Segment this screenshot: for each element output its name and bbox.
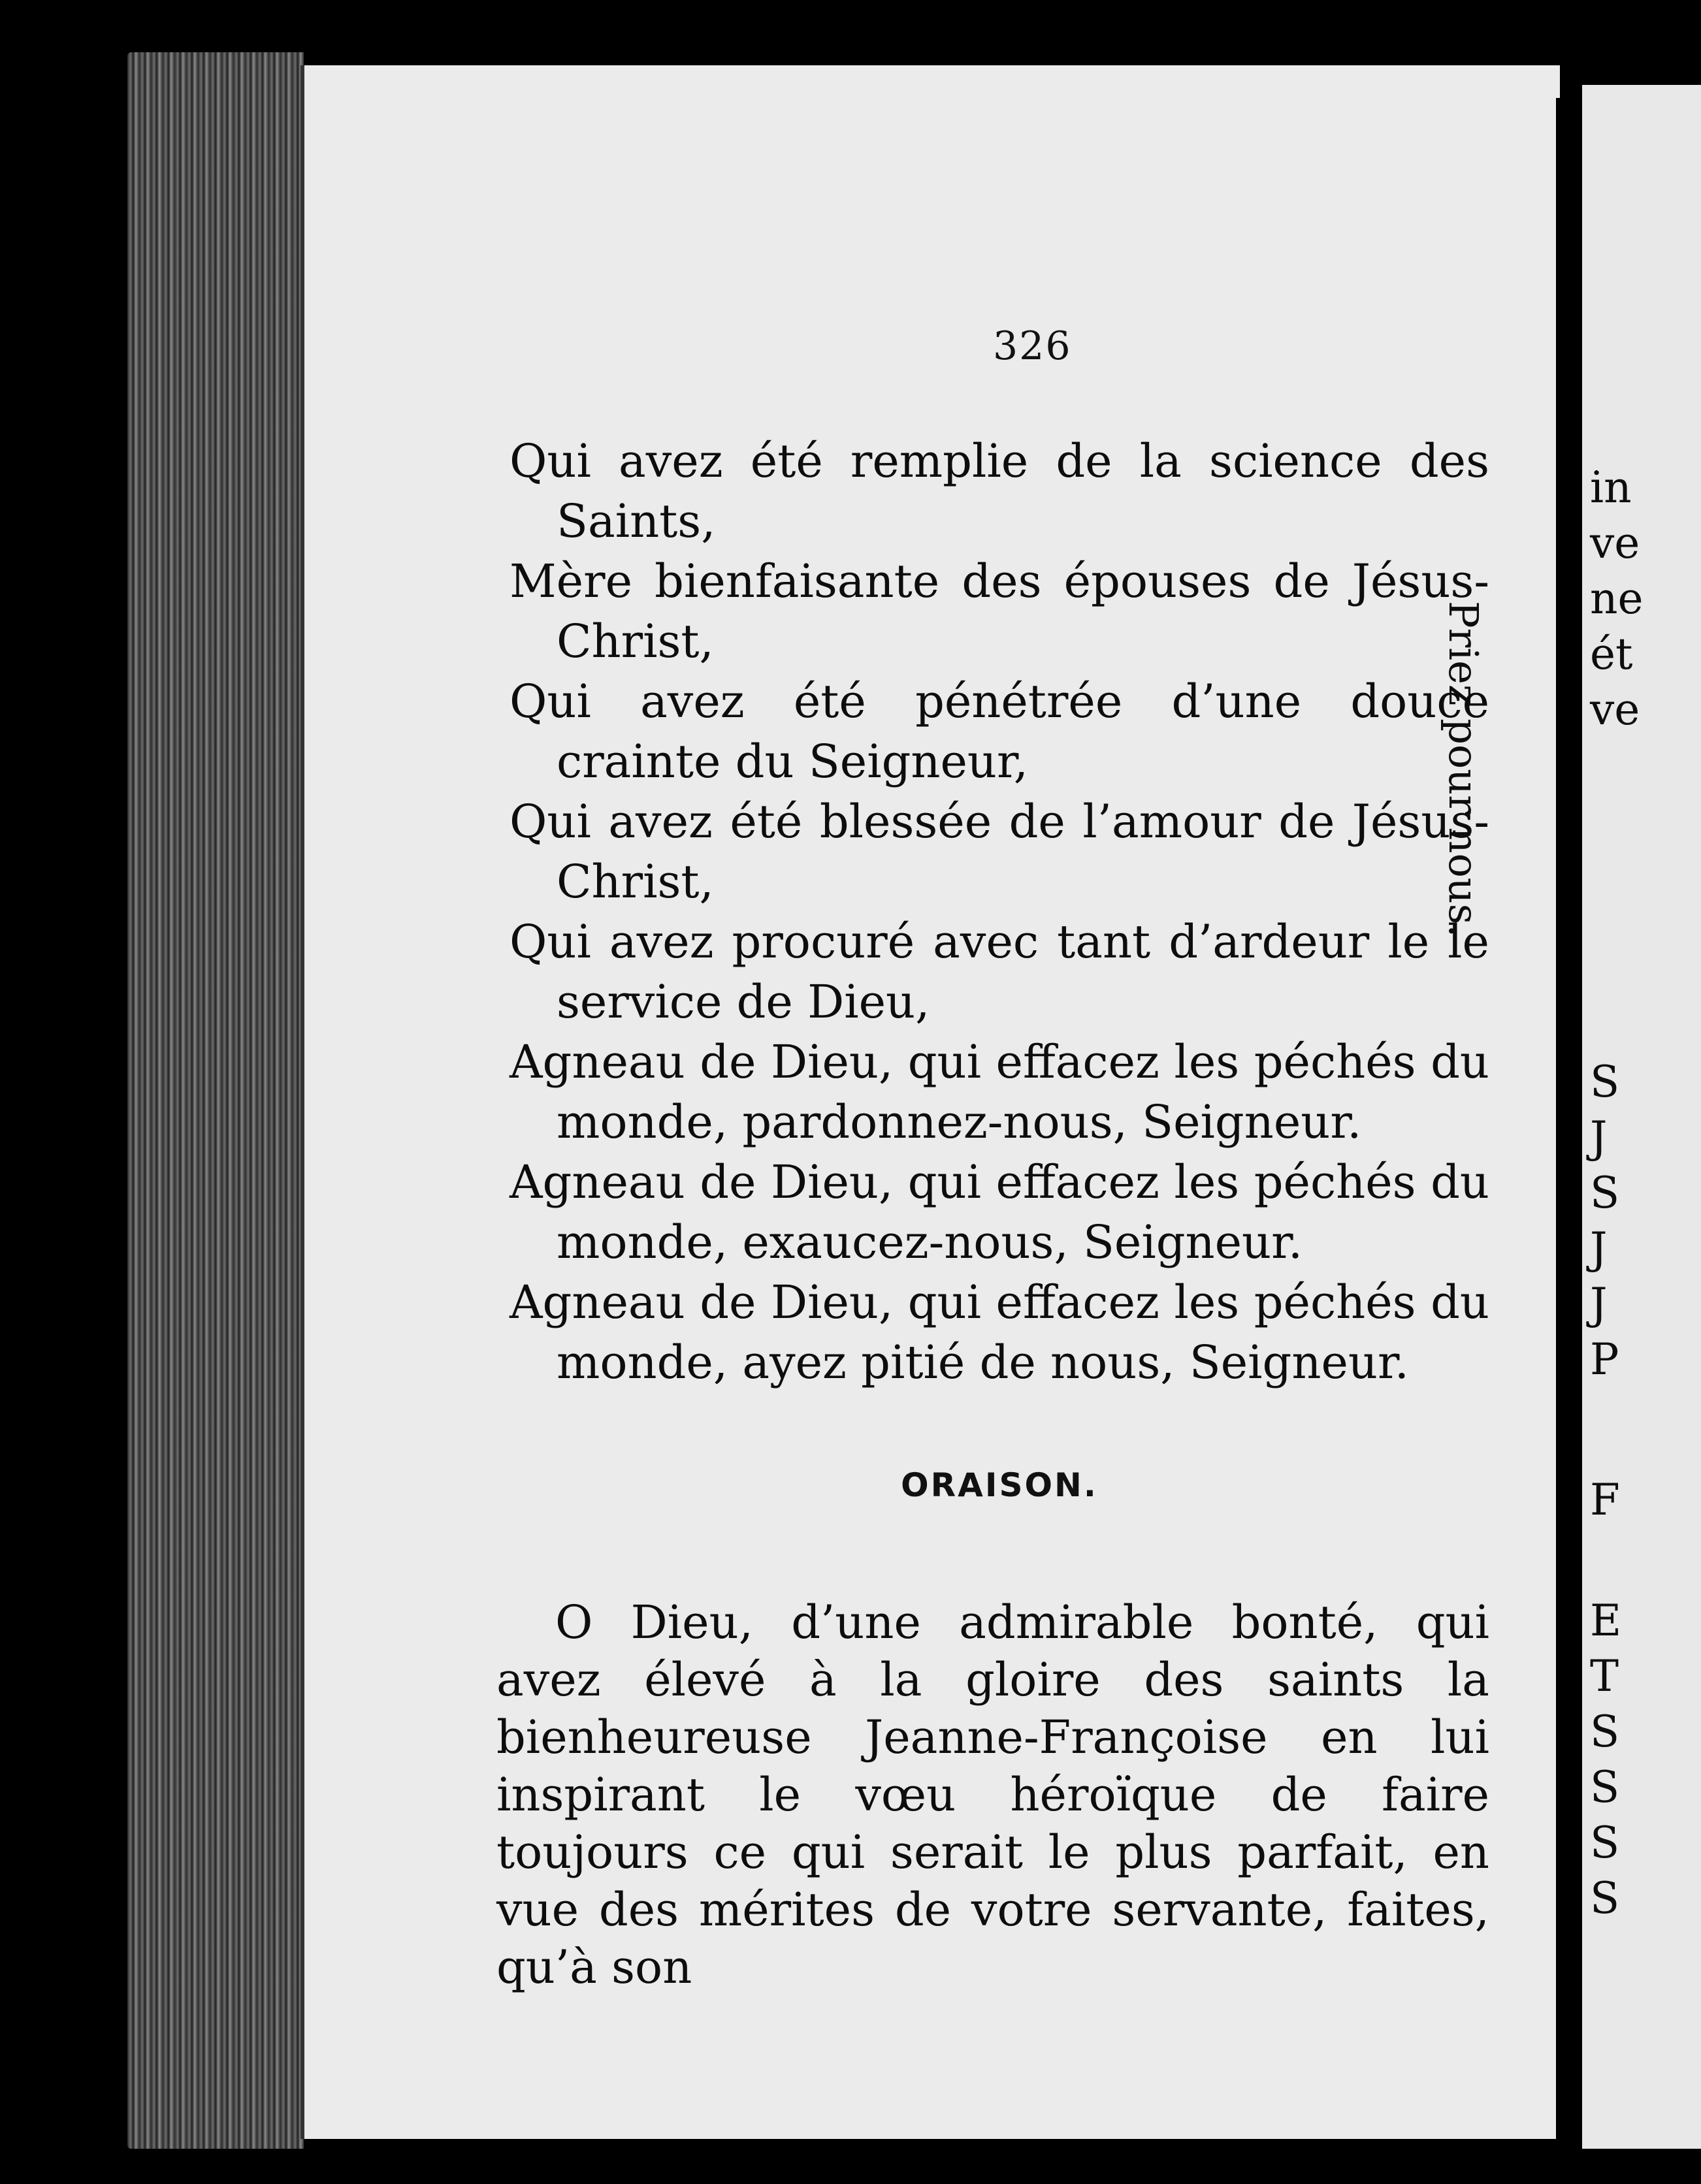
prayer-paragraph: O Dieu, d’une admirable bonté, qui avez élevé à la gloire des saints la bienheureuse Jeanne-Françoise en lui inspirant le vœu héroïque de faire toujours ce qui serait le plus parfait, en vue des mérites de votre servante, faites, qu’à son bbox=[496, 1596, 1489, 1994]
facing-page-fragment: S bbox=[1590, 1762, 1620, 1812]
litany-line: Qui avez procuré avec tant d’ardeur le le service de Dieu, bbox=[510, 915, 1489, 1029]
facing-page-fragment: S bbox=[1590, 1707, 1620, 1757]
facing-page-fragment: T bbox=[1590, 1651, 1619, 1701]
facing-page-fragment: S bbox=[1590, 1057, 1620, 1107]
litany-line: Agneau de Dieu, qui effacez les péchés du monde, pardonnez-nous, Seigneur. bbox=[510, 1035, 1489, 1149]
facing-page-fragment: in bbox=[1590, 462, 1632, 513]
facing-page-fragment: S bbox=[1590, 1873, 1620, 1923]
section-heading: ORAISON. bbox=[901, 1466, 1098, 1504]
facing-page-fragment: ét bbox=[1590, 629, 1633, 679]
litany-line: Qui avez été remplie de la science des Saints, bbox=[510, 434, 1489, 548]
facing-page-fragment: J bbox=[1590, 1112, 1608, 1163]
litany-line: Mère bienfaisante des épouses de Jésus-Christ, bbox=[510, 554, 1489, 668]
facing-page-fragment: S bbox=[1590, 1818, 1620, 1868]
facing-page bbox=[1582, 85, 1701, 2149]
facing-page-fragment: ve bbox=[1590, 684, 1640, 735]
facing-page-fragment: J bbox=[1590, 1279, 1608, 1329]
facing-page-fragment: E bbox=[1590, 1596, 1622, 1646]
facing-page-fragment: S bbox=[1590, 1168, 1620, 1218]
litany-line: Agneau de Dieu, qui effacez les péchés du monde, exaucez-nous, Seigneur. bbox=[510, 1155, 1489, 1269]
facing-page-fragment: F bbox=[1590, 1475, 1620, 1525]
litany-response: Priez pour nous. bbox=[1440, 601, 1487, 938]
facing-page-fragment: P bbox=[1590, 1334, 1619, 1385]
facing-page-fragment: ne bbox=[1590, 573, 1644, 624]
facing-page-fragment: ve bbox=[1590, 518, 1640, 568]
litany-list bbox=[510, 431, 1489, 1392]
litany-line: Qui avez été blessée de l’amour de Jésus-Christ, bbox=[510, 795, 1489, 908]
litany-line: Qui avez été pénétrée d’une douce crainte du Seigneur, bbox=[510, 675, 1489, 788]
book-fore-edge bbox=[127, 52, 304, 2149]
facing-page-fragment: J bbox=[1590, 1223, 1608, 1274]
book-gutter bbox=[1556, 98, 1582, 2149]
page-number: 326 bbox=[993, 323, 1072, 369]
litany-line: Agneau de Dieu, qui effacez les péchés du monde, ayez pitié de nous, Seigneur. bbox=[510, 1276, 1489, 1389]
